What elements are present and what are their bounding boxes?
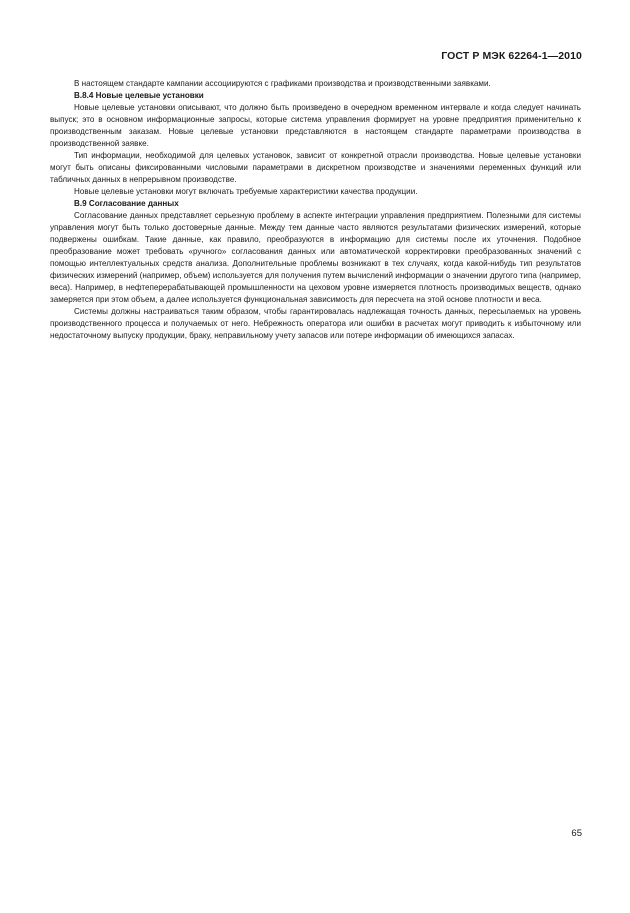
paragraph: Системы должны настраиваться таким образом, чтобы гарантировалась надлежащая точность данных, пересылаемых на уровень производственного процесса и получаемых от него. Небрежность оператора или ошибки в расчетах могут приводить к избыточному или недостаточному выпуску продукции, браку, неправильному учету запасов или потере информации об имеющихся запасах. [50,307,581,340]
section-heading: В.8.4 Новые целевые установки [74,91,204,100]
paragraph: Тип информации, необходимой для целевых установок, зависит от конкретной отрасли производства. Новые целевые установки могут быть описаны фиксированными числовыми параметрами в дискретном производстве и значениями переменных функций или табличных данных в непрерывном производстве. [50,151,581,184]
page-number: 65 [571,828,582,839]
body-text [50,78,581,342]
paragraph: Согласование данных представляет серьезную проблему в аспекте интеграции управления предприятием. Полезными для системы управления могут быть только достоверные данные. Между тем данные часто являются результатами физических измерений, которые подвержены ошибкам. Такие данные, как правило, преобразуются в информацию для системы после их уточнения. Подобное преобразование может требовать «ручного» согласования данных или автоматической корректировки преобразованных значений с помощью интеллектуальных средств анализа. Дополнительные проблемы возникают в тех случаях, когда какой-нибудь тип результатов физических измерений (например, объем) используется для получения путем вычислений информации о значении другого типа (например, веса). Например, в нефтеперерабатывающей промышленности на цеховом уровне измеряется плотность производимых веществ, однако замеряется при этом объем, а далее используется функциональная зависимость для пересчета на этой основе плотности и веса. [50,211,581,304]
paragraph: В настоящем стандарте кампании ассоциируются с графиками производства и производственными заявками. [74,79,491,88]
paragraph: Новые целевые установки могут включать требуемые характеристики качества продукции. [74,187,418,196]
standard-designation: ГОСТ Р МЭК 62264-1—2010 [441,50,582,62]
paragraph: Новые целевые установки описывают, что должно быть произведено в очередном временном интервале и когда следует начинать выпуск; это в основном информационные запросы, которые система управления формирует на уровне предприятия применительно к производственным заказам. Новые целевые установки представляются в настоящем стандарте параметрами производства в производственной заявке. [50,103,581,148]
section-heading: В.9 Согласование данных [74,199,179,208]
